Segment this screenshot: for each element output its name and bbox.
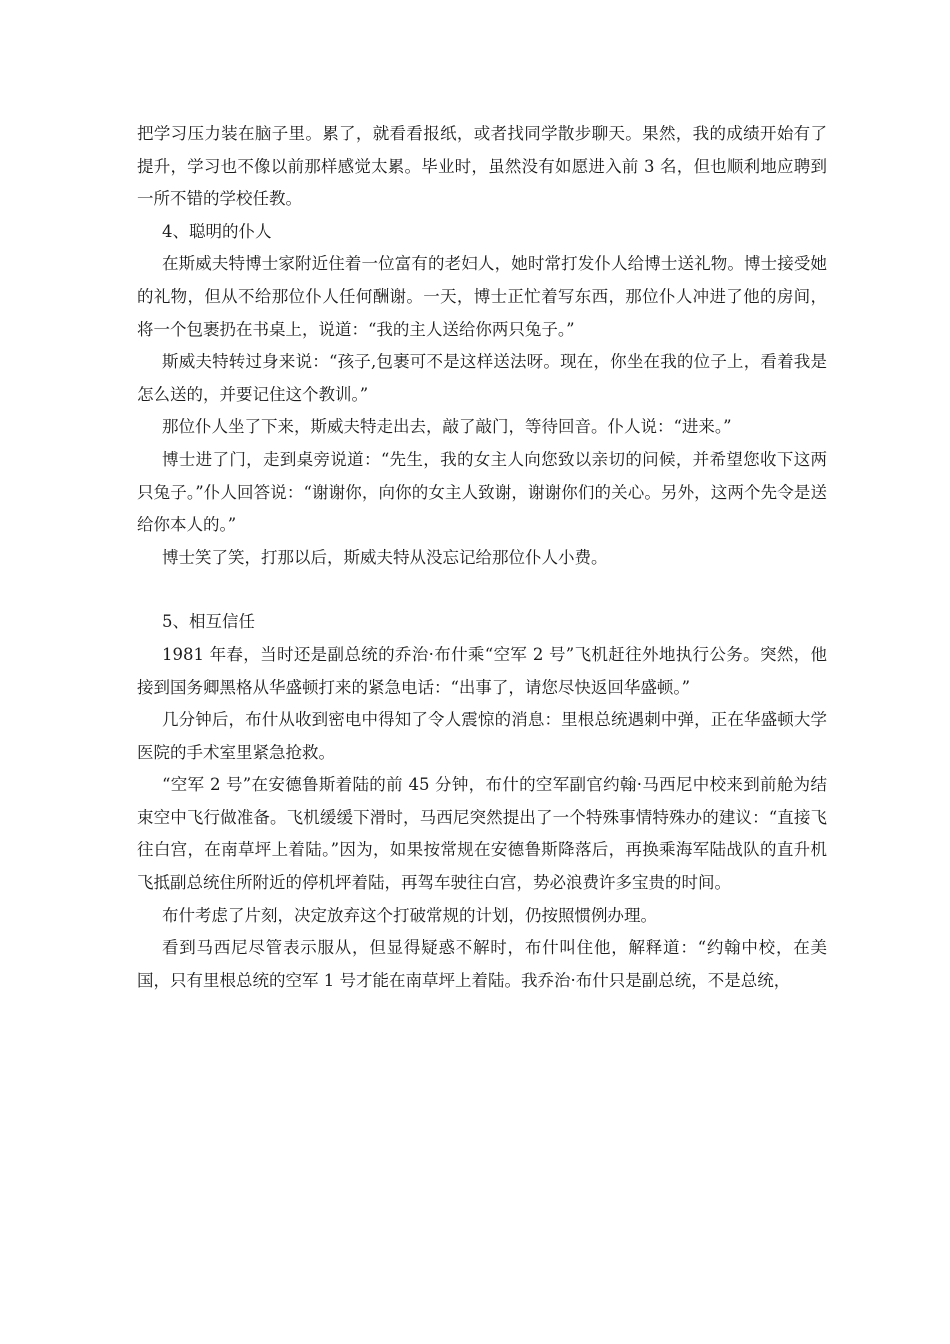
paragraph: 1981 年春，当时还是副总统的乔治·布什乘“空军 2 号”飞机赶往外地执行公务。突然，他接到国务卿黑格从华盛顿打来的紧急电话：“出事了，请您尽快返回华盛顿。”: [137, 644, 827, 697]
paragraph: 几分钟后，布什从收到密电中得知了令人震惊的消息：里根总统遇刺中弹，正在华盛顿大学医院的手术室里紧急抢救。: [137, 710, 827, 762]
paragraph-continued-text: 把学习压力装在脑子里。累了，就看看报纸，或者找同学散步聊天。果然，我的成绩开始有了提升，学习也不像以前那样感觉太累。毕业时，虽然没有如愿进入前 3 名，但也顺利地应聘到一所不错的学校任教。: [137, 124, 827, 209]
paragraph: 布什考虑了片刻，决定放弃这个打破常规的计划，仍按照惯例办理。: [162, 905, 657, 925]
document-body: [137, 118, 827, 997]
paragraph: 看到马西尼尽管表示服从，但显得疑惑不解时，布什叫住他，解释道：“约翰中校，在美国，只有里根总统的空军 1 号才能在南草坪上着陆。我乔治·布什只是副总统，不是总统，: [137, 938, 827, 990]
paragraph: 博士进了门，走到桌旁说道：“先生，我的女主人向您致以亲切的问候，并希望您收下这两只兔子。”仆人回答说：“谢谢你，向你的女主人致谢，谢谢你们的关心。另外，这两个先令是送给你本人的。”: [137, 449, 827, 535]
section-heading-5: 5、相互信任: [162, 612, 255, 632]
paragraph: “空军 2 号”在安德鲁斯着陆的前 45 分钟，布什的空军副官约翰·马西尼中校来到前舱为结束空中飞行做准备。飞机缓缓下滑时，马西尼突然提出了一个特殊事情特殊办的建议：“直接飞往白宫，在南草坪上着陆。”因为，如果按常规在安德鲁斯降落后，再换乘海军陆战队的直升机飞抵副总统住所附近的停机坪着陆，再驾车驶往白宫，势必浪费许多宝贵的时间。: [137, 775, 827, 893]
paragraph: 斯威夫特转过身来说：“孩子,包裹可不是这样送法呀。现在，你坐在我的位子上，看着我是怎么送的，并要记住这个教训。”: [137, 352, 827, 404]
paragraph: 那位仆人坐了下来，斯威夫特走出去，敲了敲门，等待回音。仆人说：“进来。”: [162, 417, 732, 437]
paragraph: 在斯威夫特博士家附近住着一位富有的老妇人，她时常打发仆人给博士送礼物。博士接受她的礼物，但从不给那位仆人任何酬谢。一天，博士正忙着写东西，那位仆人冲进了他的房间，将一个包裹扔在书桌上，说道：“我的主人送给你两只兔子。”: [137, 254, 827, 339]
paragraph: 博士笑了笑，打那以后，斯威夫特从没忘记给那位仆人小费。: [162, 547, 608, 567]
section-heading-4: 4、聪明的仆人: [162, 221, 272, 241]
